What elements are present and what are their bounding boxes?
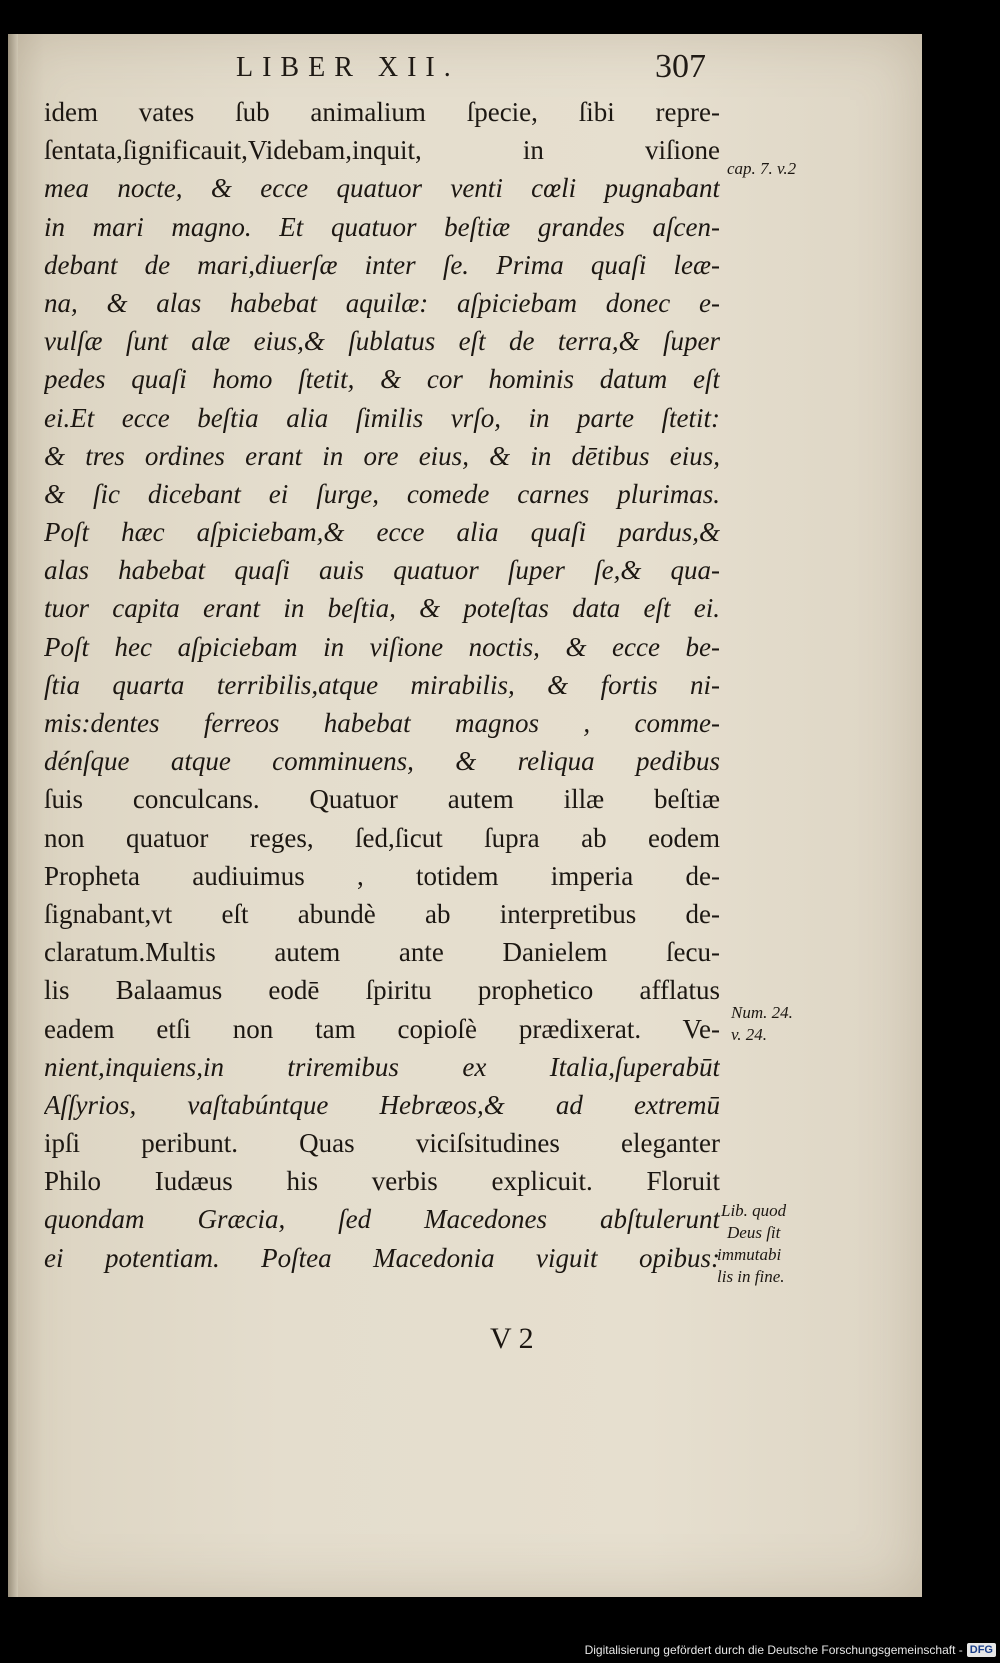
margin-note: Num. 24. xyxy=(731,1003,793,1022)
text-line: alas habebat quaſi auis quatuor ſuper ſe,& qua- xyxy=(44,555,720,586)
text-line: eadem etſi non tam copioſè prædixerat. Ve- xyxy=(44,1013,720,1044)
signature-mark: V 2 xyxy=(490,1322,534,1355)
text-line: ſtia quarta terribilis,atque mirabilis, & fortis ni- xyxy=(44,669,720,700)
text-line: Philo Iudæus his verbis explicuit. Floruit xyxy=(44,1166,720,1197)
text-line: Propheta audiuimus , totidem imperia de- xyxy=(44,860,720,891)
dfg-logo: DFG xyxy=(967,1643,996,1657)
text-line: Poſt hec aſpiciebam in viſione noctis, & ecce be- xyxy=(44,631,720,662)
text-line: Poſt hæc aſpiciebam,& ecce alia quaſi pardus,& xyxy=(44,517,720,548)
running-head: LIBER XII. xyxy=(236,52,460,83)
text-line: non quatuor reges, ſed,ſicut ſupra ab eodem xyxy=(44,822,720,853)
text-line: dénſque atque comminuens, & reliqua pedibus xyxy=(44,746,720,777)
margin-note: v. 24. xyxy=(731,1025,768,1044)
text-line: & ſic dicebant ei ſurge, comede carnes plurimas. xyxy=(44,478,720,509)
text-line: Aſſyrios, vaſtabúntque Hebræos,& ad extremū xyxy=(44,1089,720,1120)
text-line: ſignabant,vt eſt abundè ab interpretibus de- xyxy=(44,898,720,929)
margin-note: immutabi xyxy=(717,1245,782,1264)
text-line: lis Balaamus eodē ſpiritu prophetico afflatus xyxy=(44,975,720,1006)
margin-note: Lib. quod xyxy=(721,1201,787,1220)
text-line: pedes quaſi homo ſtetit, & cor hominis datum eſt xyxy=(44,364,720,395)
text-line: quondam Græcia, ſed Macedones abſtulerunt xyxy=(44,1204,720,1235)
text-line: ei potentiam. Poſtea Macedonia viguit opibus: xyxy=(44,1242,720,1273)
text-line: idem vates ſub animalium ſpecie, ſibi repre- xyxy=(44,97,720,127)
text-line: ſentata,ſignificauit,Videbam,inquit, in viſione xyxy=(44,135,720,166)
margin-note: Deus ſit xyxy=(727,1223,781,1242)
footer-text: Digitalisierung gefördert durch die Deutsche Forschungsgemeinschaft - xyxy=(584,1643,963,1657)
text-line: mis:dentes ferreos habebat magnos , comme- xyxy=(44,708,720,738)
margin-note: cap. 7. v.2 xyxy=(727,159,797,178)
text-line: nient,inquiens,in triremibus ex Italia,ſuperabūt xyxy=(44,1051,720,1082)
text-line: ſuis conculcans. Quatuor autem illæ beſtiæ xyxy=(44,784,720,815)
text-line: claratum.Multis autem ante Danielem ſecu- xyxy=(44,937,720,968)
body-text xyxy=(44,93,720,1277)
text-line: tuor capita erant in beſtia, & poteſtas data eſt ei. xyxy=(44,593,720,624)
text-line: vulſæ ſunt alæ eius,& ſublatus eſt de terra,& ſuper xyxy=(44,326,720,357)
text-line: in mari magno. Et quatuor beſtiæ grandes aſcen- xyxy=(44,211,720,242)
page-number: 307 xyxy=(655,48,706,85)
text-line: ipſi peribunt. Quas viciſsitudines eleganter xyxy=(44,1128,720,1159)
text-line: na, & alas habebat aquilæ: aſpiciebam donec e- xyxy=(44,287,720,318)
margin-note: lis in fine. xyxy=(717,1267,785,1286)
text-line: mea nocte, & ecce quatuor venti cœli pugnabant xyxy=(44,173,720,204)
text-line: debant de mari,diuerſæ inter ſe. Prima quaſi leæ- xyxy=(44,249,720,280)
text-line: ei.Et ecce beſtia alia ſimilis vrſo, in parte ſtetit: xyxy=(44,402,720,433)
digitization-footer xyxy=(585,1639,996,1661)
text-line: & tres ordines erant in ore eius, & in dētibus eius, xyxy=(44,440,720,471)
page-binding-edge xyxy=(8,34,18,1597)
